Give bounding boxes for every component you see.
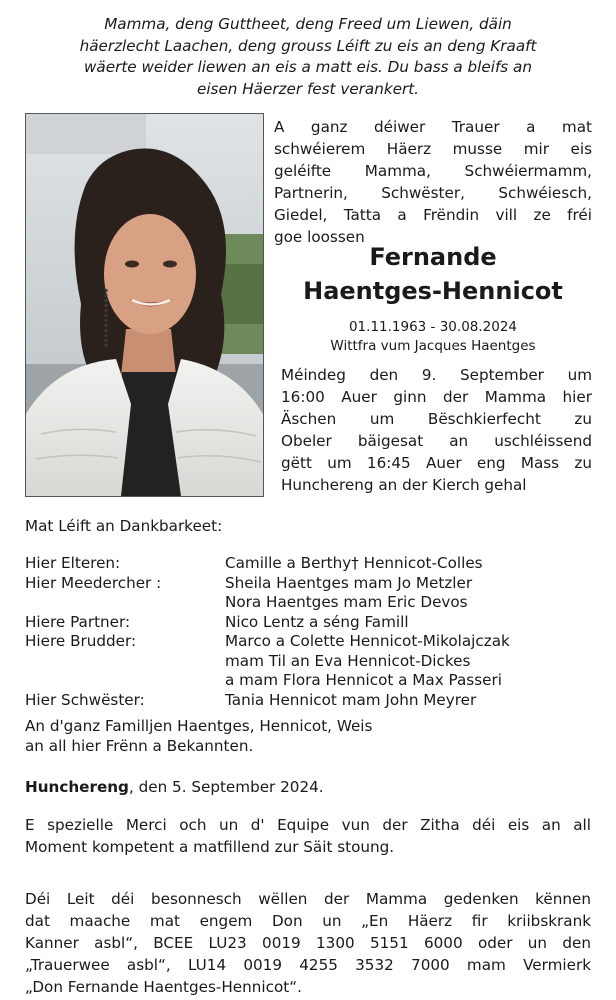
family-members: Marco a Colette Hennicot-Mikolajczak — [225, 632, 510, 650]
funeral-line: 16:00 Auer ginn der Mamma hier — [281, 388, 592, 406]
intro-line: schwéierem Häerz musse mir eis — [274, 140, 592, 158]
life-dates — [274, 318, 592, 356]
family-row — [25, 632, 605, 652]
family-relation: Hiere Brudder: — [25, 632, 137, 650]
motto-line: häerzlecht Laachen, deng grouss Léift zu eis an deng Kraaft — [79, 36, 537, 55]
motto-line: eisen Häerzer fest verankert. — [196, 79, 420, 98]
place-and-date — [25, 776, 324, 798]
closing-line: an all hier Frënn a Bekannten. — [25, 736, 254, 755]
funeral-line: Hunchereng an der Kierch gehal — [281, 476, 527, 494]
donation-note — [25, 888, 591, 998]
family-row — [25, 613, 605, 633]
last-name: Haentges-Hennicot — [303, 277, 563, 305]
intro-line: geléifte Mamma, Schwéiermamm, — [274, 162, 592, 180]
family-row — [25, 574, 605, 594]
family-row — [25, 554, 605, 574]
family-row — [25, 691, 605, 711]
memorial-motto — [30, 14, 586, 100]
donation-line: „Trauerwee asbl“, LU14 0019 4255 3532 7000 mam Vermierk — [25, 956, 591, 974]
donation-line: Déi Leit déi besonnesch wëllen der Mamma gedenken kënnen — [25, 890, 591, 908]
birth-death-dates: 01.11.1963 - 30.08.2024 — [348, 319, 518, 335]
intro-line: Partnerin, Schwëster, Schwéiesch, — [274, 184, 592, 202]
family-list — [25, 554, 605, 710]
funeral-line: gëtt um 16:45 Auer eng Mass zu — [281, 454, 592, 472]
motto-line: wäerte weider liewen an eis a matt eis. Du bass a bleifs an — [84, 58, 532, 76]
place-name: Hunchereng — [25, 778, 129, 796]
family-row — [25, 652, 605, 672]
family-members: Nora Haentges mam Eric Devos — [225, 593, 468, 611]
intro-line: Giedel, Tatta a Frëndin vill ze fréi — [274, 206, 592, 224]
family-members: a mam Flora Hennicot a Max Passeri — [225, 671, 502, 689]
deceased-name — [274, 240, 592, 308]
funeral-line: Äschen um Bëschkierfecht zu — [281, 410, 592, 428]
intro-line: goe loossen — [274, 228, 365, 246]
portrait-illustration — [26, 114, 263, 496]
widow-of: Wittfra vum Jacques Haentges — [330, 338, 536, 354]
family-members: mam Til an Eva Hennicot-Dickes — [225, 651, 471, 670]
family-members: Sheila Haentges mam Jo Metzler — [225, 573, 473, 592]
donation-line: dat maache mat engem Don un „En Häerz fir kriibskrank — [25, 912, 591, 930]
first-name: Fernande — [369, 243, 497, 271]
thanks-line: E spezielle Merci och un d' Equipe vun der Zitha déi eis an all — [25, 816, 591, 834]
funeral-details — [281, 364, 592, 496]
intro-text — [274, 116, 592, 248]
donation-line: Kanner asbl“, BCEE LU23 0019 1300 5151 6000 oder un den — [25, 934, 591, 952]
portrait-photo — [25, 113, 264, 497]
donation-line: „Don Fernande Haentges-Hennicot“. — [25, 978, 302, 996]
family-members: Tania Hennicot mam John Meyrer — [225, 690, 477, 709]
closing-families — [25, 717, 585, 756]
thanks-note — [25, 814, 591, 858]
funeral-line: Méindeg den 9. September um — [281, 366, 592, 384]
motto-line: Mamma, deng Guttheet, deng Freed um Liewen, däin — [104, 15, 512, 33]
intro-line: A ganz déiwer Trauer a mat — [274, 118, 592, 136]
family-relation: Hier Meedercher : — [25, 573, 162, 592]
thanks-heading: Mat Léift an Dankbarkeet: — [25, 517, 223, 535]
funeral-line: Obeler bäigesat an uschléissend — [281, 432, 592, 450]
family-members: Nico Lentz a séng Famill — [225, 612, 409, 631]
closing-line: An d'ganz Familljen Haentges, Hennicot, Weis — [25, 717, 373, 735]
family-members: Camille a Berthy† Hennicot-Colles — [225, 554, 483, 572]
notice-date: , den 5. September 2024. — [128, 778, 324, 796]
family-relation: Hier Schwëster: — [25, 690, 145, 709]
thanks-line: Moment kompetent a matfillend zur Säit stoung. — [25, 838, 395, 856]
family-relation: Hiere Partner: — [25, 612, 131, 631]
family-row — [25, 671, 605, 691]
family-row — [25, 593, 605, 613]
family-relation: Hier Elteren: — [25, 554, 121, 572]
